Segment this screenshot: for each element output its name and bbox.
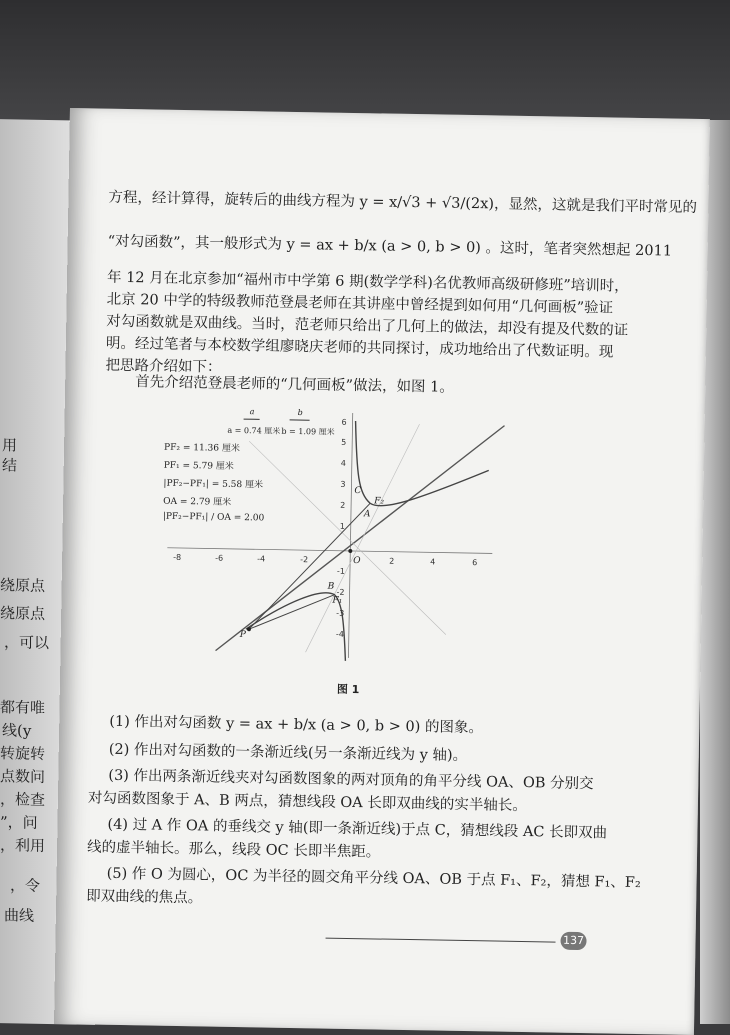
body-line: 年 12 月在北京参加“福州市中学第 6 期(数学学科)名优教师高级研修班”培训时， [107,267,629,298]
y-axis [348,413,352,658]
y-tick-label: -1 [337,567,345,576]
x-tick-label: -4 [257,554,265,563]
param-sliders [227,407,335,437]
hyperbola-branch-right [354,421,489,508]
body-line: 明。经过笔者与本校数学组廖晓庆老师的共同探讨，成功地给出了代数证明。现 [106,333,614,364]
point-label: F₁ [331,596,342,606]
book-page [54,108,710,1035]
segment-pf2 [249,501,370,631]
param-letter: b [298,408,303,417]
point-label: P [239,630,247,640]
left-page-line: 转旋转 [0,742,45,764]
point-o [348,549,352,553]
step-line: (3) 作出两条渐近线夹对勾函数图象的两对顶角的角平分线 OA、OB 分别交 [108,765,594,795]
y-tick-label: 6 [341,418,346,427]
body-line: 方程，经计算得，旋转后的曲线方程为 y = x/√3 + √3/(2x)，显然，这就是我们平时常见的 [108,187,697,219]
left-page-line: 线(y [2,719,31,741]
measurement: OA = 2.79 厘米 [163,494,231,508]
y-tick-label: 5 [341,438,346,447]
step-line: 对勾函数图象于 A、B 两点，猜想线段 OA 长即双曲线的实半轴长。 [88,787,527,817]
x-axis [167,548,492,554]
x-tick-label: 4 [430,557,435,566]
left-page-line: 绕原点 [0,574,45,596]
step-line: (4) 过 A 作 OA 的垂线交 y 轴(即一条渐近线)于点 C，猜想线段 AC 长即双曲 [107,814,607,845]
left-page-line: ，可以 [4,631,49,653]
figure-caption: 图 1 [337,681,360,697]
step-line: (2) 作出对勾函数的一条渐近线(另一条渐近线为 y 轴)。 [109,739,468,767]
param-value: b = 1.09 厘米 [281,426,334,437]
measurement: |PF₂−PF₁| = 5.58 厘米 [163,476,263,491]
y-tick-label: 3 [340,480,345,489]
left-page-line: 点数问 [0,765,45,787]
left-page-line: 用 [2,434,17,455]
y-tick-label: -2 [337,588,345,597]
body-line: 首先介绍范登晨老师的“几何画板”做法，如图 1。 [135,371,454,399]
point-label: B [327,582,335,592]
y-tick-label: 2 [340,501,345,510]
left-page-line: ，利用 [0,834,45,856]
measurement: PF₁ = 5.79 厘米 [164,458,234,472]
left-page-line: ，检查 [0,788,45,810]
y-tick-label: 1 [340,522,345,531]
body-line: 北京 20 中学的特级教师范登晨老师在其讲座中曾经提到如何用“几何画板”验证 [106,289,613,320]
x-tick-label: -2 [300,555,308,564]
left-page-line: 都有唯 [0,696,45,718]
step-line: (5) 作 O 为圆心，OC 为半径的圆交角平分线 OA、OB 于点 F₁、F₂，猜想 F₁、F₂ [106,863,640,894]
left-page-line: ，令 [10,874,40,896]
param-value: a = 0.74 厘米 [227,425,280,436]
body-line: “对勾函数”，其一般形式为 y = ax + b/x (a > 0, b > 0) 。这时，笔者突然想起 2011 [107,231,672,263]
y-tick-label: -3 [336,609,344,618]
x-tick-label: 6 [472,558,477,567]
x-tick-label: 2 [389,557,394,566]
x-tick-label: -8 [173,553,181,562]
left-page-line: ”，问 [0,811,38,833]
step-line: 即双曲线的焦点。 [86,885,202,909]
bisector-line [246,441,449,634]
step-line: (1) 作出对勾函数 y = ax + b/x (a > 0, b > 0) 的图象。 [109,711,483,740]
y-tick-label: 4 [341,459,346,468]
point-label: F₂ [373,496,384,506]
hyperbola-branch-left [245,591,346,660]
point-label: A [363,509,371,519]
point-label: O [353,556,361,566]
segment-pf1 [249,593,335,630]
body-line: 对勾函数就是双曲线。当时，范老师只给出了几何上的做法，却没有提及代数的证 [106,311,628,342]
left-page-line: 绕原点 [0,602,45,624]
point-label: C [354,486,361,496]
step-line: 线的虚半轴长。那么，线段 OC 长即半焦距。 [87,836,381,863]
left-page-line: 曲线 [4,904,34,926]
measurement: PF₂ = 11.36 厘米 [164,440,240,454]
param-letter: a [250,407,255,416]
page-number: 137 [560,932,586,950]
body-line: 把思路介绍如下： [105,355,221,379]
left-page-line: 结 [2,454,17,475]
bisector-line [306,422,420,654]
measurement: |PF₂−PF₁| / OA = 2.00 [163,512,265,524]
x-tick-label: -6 [215,554,223,563]
footer-rule [326,938,556,943]
y-tick-label: -4 [336,630,344,639]
